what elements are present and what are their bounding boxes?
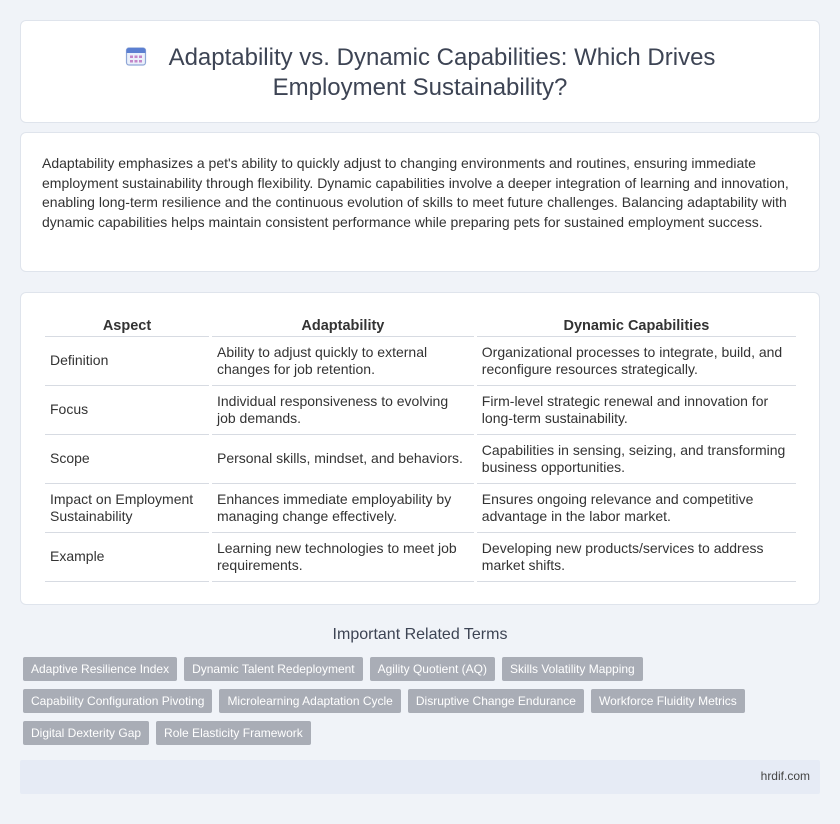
page-title-text: Adaptability vs. Dynamic Capabilities: Which Drives Employment Sustainability? (168, 44, 716, 101)
calendar-icon (125, 45, 147, 67)
footer-site-link[interactable]: hrdif.com (760, 769, 810, 783)
comparison-table-card (20, 292, 820, 605)
title-card (20, 20, 820, 123)
table-cell: Enhances immediate employability by managing change effectively. (212, 484, 474, 533)
tag-agility-quotient[interactable]: Agility Quotient (AQ) (370, 657, 495, 681)
summary-card (20, 132, 820, 272)
header-adaptability: Adaptability (212, 317, 474, 337)
table-cell: Scope (45, 435, 209, 484)
header-dynamic-capabilities: Dynamic Capabilities (477, 317, 796, 337)
title-wrap (21, 43, 819, 103)
page-title (61, 43, 779, 103)
tag-workforce-fluidity-metrics[interactable]: Workforce Fluidity Metrics (591, 689, 745, 713)
table-cell: Capabilities in sensing, seizing, and transforming business opportunities. (477, 435, 796, 484)
table-cell: Impact on Employment Sustainability (45, 484, 209, 533)
tag-row (23, 689, 803, 713)
tag-role-elasticity-framework[interactable]: Role Elasticity Framework (156, 721, 311, 745)
tag-row (23, 721, 803, 745)
tag-skills-volatility-mapping[interactable]: Skills Volatility Mapping (502, 657, 643, 681)
tag-microlearning-adaptation-cycle[interactable]: Microlearning Adaptation Cycle (219, 689, 400, 713)
table-cell: Organizational processes to integrate, build, and reconfigure resources strategically. (477, 337, 796, 386)
tag-dynamic-talent-redeployment[interactable]: Dynamic Talent Redeployment (184, 657, 363, 681)
tag-row (23, 657, 803, 681)
table-cell: Firm-level strategic renewal and innovation for long-term sustainability. (477, 386, 796, 435)
comparison-table (42, 317, 799, 582)
table-row (45, 533, 796, 582)
table-row (45, 435, 796, 484)
table-cell: Ensures ongoing relevance and competitive advantage in the labor market. (477, 484, 796, 533)
related-terms-list (23, 657, 803, 753)
table-cell: Ability to adjust quickly to external changes for job retention. (212, 337, 474, 386)
table-row (45, 337, 796, 386)
table-cell: Personal skills, mindset, and behaviors. (212, 435, 474, 484)
table-header-row (45, 317, 796, 337)
tag-digital-dexterity-gap[interactable]: Digital Dexterity Gap (23, 721, 149, 745)
table-cell: Example (45, 533, 209, 582)
table-cell: Focus (45, 386, 209, 435)
table-row (45, 386, 796, 435)
related-terms-title: Important Related Terms (332, 626, 508, 643)
table-cell: Learning new technologies to meet job requirements. (212, 533, 474, 582)
tag-disruptive-change-endurance[interactable]: Disruptive Change Endurance (408, 689, 584, 713)
header-aspect: Aspect (45, 317, 209, 337)
table-cell: Individual responsiveness to evolving job demands. (212, 386, 474, 435)
table-cell: Developing new products/services to address market shifts. (477, 533, 796, 582)
tag-capability-configuration-pivoting[interactable]: Capability Configuration Pivoting (23, 689, 212, 713)
summary-text: Adaptability emphasizes a pet's ability to quickly adjust to changing environments and routines, ensuring immediate employment sustainability through flexibility. Dynamic capabilities involve a deeper integration of learning and innovation, enabling long-term resilience and the continuous evolution of skills to meet future challenges. Balancing adaptability with dynamic capabilities helps maintain consistent performance while preparing pets for sustained employment success. (42, 155, 789, 230)
table-cell: Definition (45, 337, 209, 386)
table-row (45, 484, 796, 533)
footer (20, 760, 820, 794)
tag-adaptive-resilience-index[interactable]: Adaptive Resilience Index (23, 657, 177, 681)
